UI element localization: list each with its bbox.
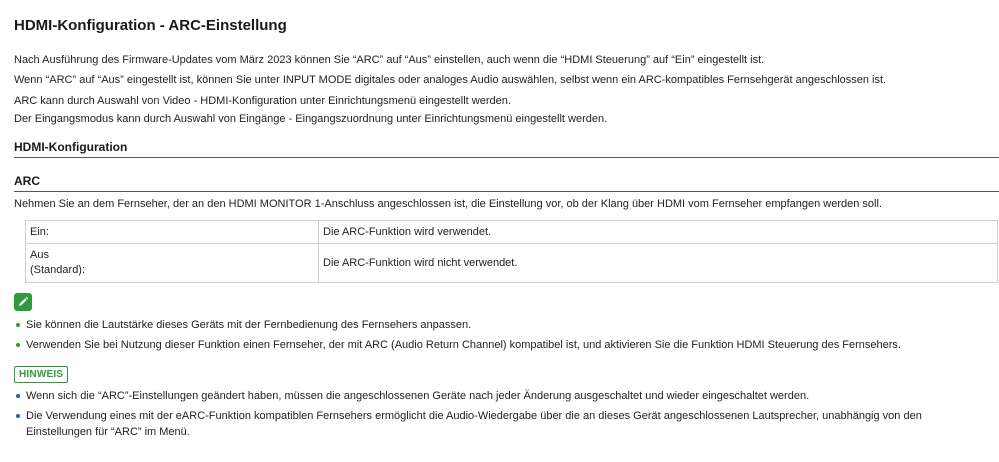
section-heading: HDMI-Konfiguration <box>14 140 999 158</box>
list-item: Verwenden Sie bei Nutzung dieser Funktion einen Fernseher, der mit ARC (Audio Return Channel) kompatibel ist, und aktivieren Sie die Funktion HDMI Steuerung des Fernsehers. <box>14 337 999 353</box>
hinweis-badge: HINWEIS <box>14 366 68 383</box>
intro <box>14 51 999 128</box>
option-label: Aus <box>30 249 49 261</box>
arc-description: Nehmen Sie an dem Fernseher, der an den HDMI MONITOR 1-Anschluss angeschlossen ist, die Einstellung vor, ob der Klang über HDMI vom Fernseher empfangen werden soll. <box>14 198 882 210</box>
intro-paragraph-3a: ARC kann durch Auswahl von Video - HDMI-Konfiguration unter Einrichtungsmenü eingestellt werden. <box>14 95 511 107</box>
page-title: HDMI-Konfiguration - ARC-Einstellung <box>14 17 287 34</box>
list-item: Sie können die Lautstärke dieses Geräts mit der Fernbedienung des Fernsehers anpassen. <box>14 317 999 333</box>
option-label-default: (Standard): <box>30 264 86 276</box>
list-item: Wenn sich die “ARC”-Einstellungen geändert haben, müssen die angeschlossenen Geräte nach jeder Änderung ausgeschaltet und wieder eingeschaltet werden. <box>14 388 999 404</box>
pencil-icon <box>14 293 32 311</box>
settings-table <box>25 220 998 283</box>
list-item: Die Verwendung eines mit der eARC-Funktion kompatiblen Fernsehers ermöglicht die Audio-Wiedergabe über die an dieses Gerät angeschlossenen Lautsprecher, unabhängig von den Einstellungen für “ARC” im Menü. <box>14 408 999 440</box>
intro-paragraph-3b: Der Eingangsmodus kann durch Auswahl von Eingänge - Eingangszuordnung unter Einrichtungsmenü eingestellt werden. <box>14 113 608 125</box>
option-cell <box>26 244 319 283</box>
note-list <box>14 317 999 353</box>
option-label: Ein: <box>30 225 49 238</box>
meaning-cell: Die ARC-Funktion wird nicht verwendet. <box>319 244 998 283</box>
sub-heading-arc: ARC <box>14 174 999 192</box>
intro-paragraph-1: Nach Ausführung des Firmware-Updates vom März 2023 können Sie “ARC” auf “Aus” einstellen, auch wenn die “HDMI Steuerung” auf “Ein” eingestellt ist. <box>14 54 765 66</box>
table-row <box>26 221 998 244</box>
meaning-cell: Die ARC-Funktion wird verwendet. <box>319 221 998 244</box>
intro-paragraph-2: Wenn “ARC” auf “Aus” eingestellt ist, können Sie unter INPUT MODE digitales oder analoges Audio auswählen, selbst wenn ein ARC-kompatibles Fernsehgerät angeschlossen ist. <box>14 74 887 86</box>
table-row <box>26 244 998 283</box>
option-cell <box>26 221 319 244</box>
hinweis-list <box>14 388 999 440</box>
